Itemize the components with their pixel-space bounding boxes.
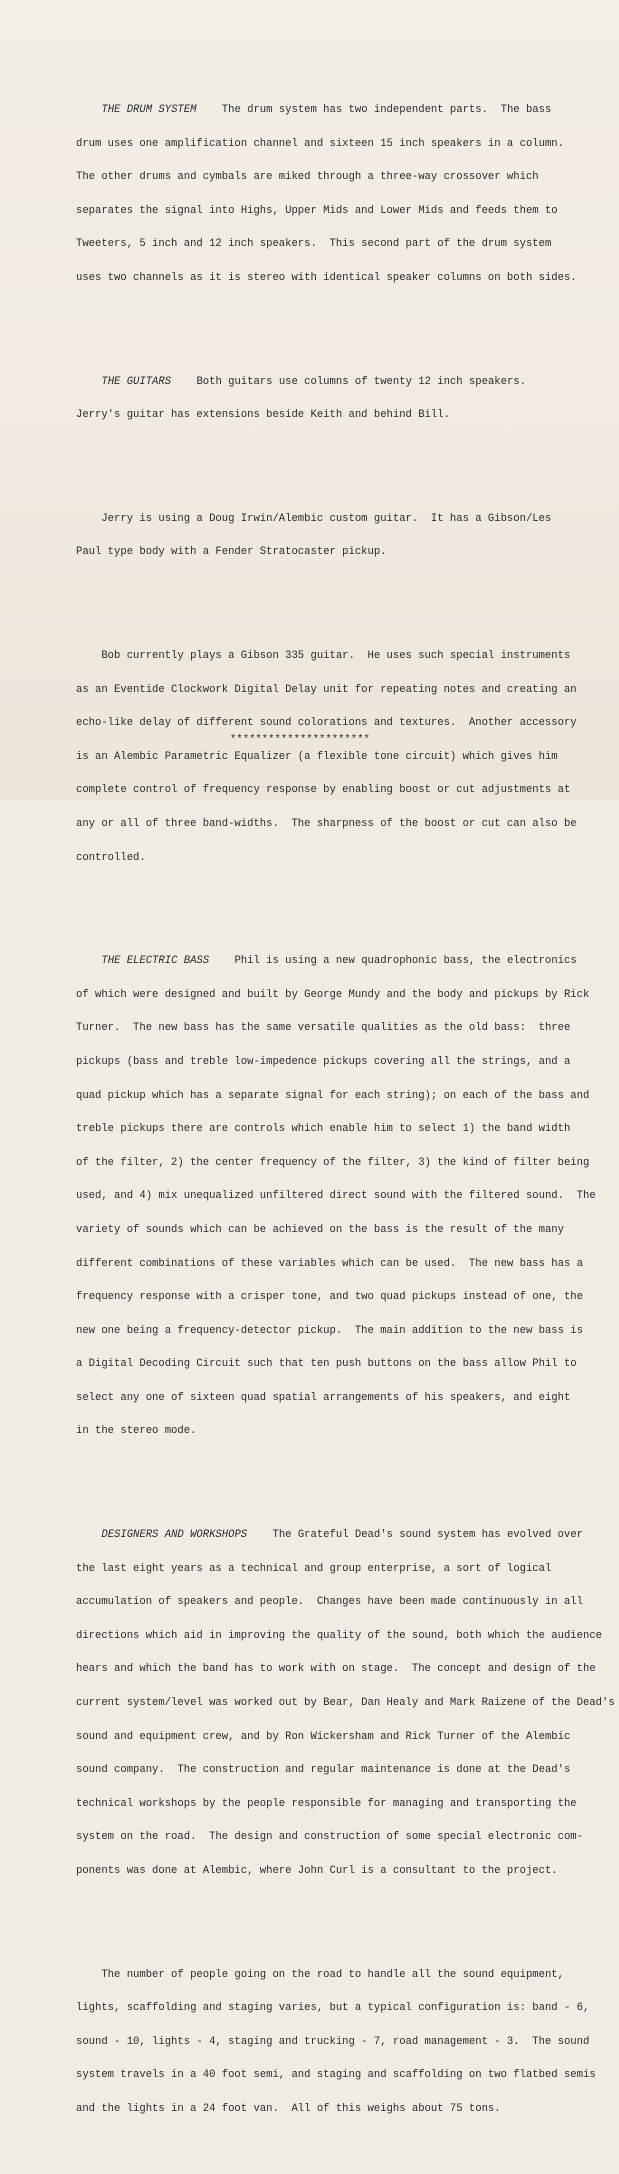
road-crew-paragraph	[76, 1947, 596, 2137]
text-line: accumulation of speakers and people. Changes have been made continuously in all	[76, 1596, 583, 1609]
designers-paragraph	[76, 1508, 615, 1900]
text-line: technical workshops by the people responsible for managing and transporting the	[76, 1797, 577, 1810]
guitars-paragraph	[76, 354, 561, 444]
text-line: lights, scaffolding and staging varies, but a typical configuration is: band - 6,	[76, 2002, 590, 2015]
text-line: echo-like delay of different sound colorations and textures. Another accessory	[76, 717, 577, 730]
text-line: complete control of frequency response by enabling boost or cut adjustments at	[76, 784, 571, 797]
text-line: sound company. The construction and regular maintenance is done at the Dead's	[76, 1764, 571, 1777]
electric-bass-paragraph	[76, 934, 596, 1460]
text-line: pickups (bass and treble low-impedence pickups covering all the strings, and a	[76, 1055, 571, 1068]
text-line: uses two channels as it is stereo with identical speaker columns on both sides.	[76, 271, 577, 284]
asterisk-separator: **********************	[230, 734, 370, 746]
text-line: system on the road. The design and construction of some special electronic com-	[76, 1831, 583, 1844]
text-line: separates the signal into Highs, Upper Mids and Lower Mids and feeds them to	[76, 204, 558, 217]
text-line: system travels in a 40 foot semi, and staging and scaffolding on two flatbed semis	[76, 2069, 596, 2082]
text-line: The drum system has two independent parts. The bass	[221, 104, 552, 117]
text-line: Jerry is using a Doug Irwin/Alembic custom guitar. It has a Gibson/Les	[76, 512, 552, 525]
text-line: Both guitars use columns of twenty 12 inch speakers.	[196, 375, 526, 388]
text-line: different combinations of these variables which can be used. The new bass has a	[76, 1257, 583, 1270]
text-line: variety of sounds which can be achieved on the bass is the result of the many	[76, 1223, 564, 1236]
text-line: used, and 4) mix unequalized unfiltered direct sound with the filtered sound. The	[76, 1190, 596, 1203]
text-line: any or all of three band-widths. The sharpness of the boost or cut can also be	[76, 817, 577, 830]
text-line: sound - 10, lights - 4, staging and trucking - 7, road management - 3. The sound	[76, 2035, 590, 2048]
drum-system-heading: THE DRUM SYSTEM	[101, 104, 197, 117]
document-body	[76, 49, 615, 2174]
text-line: Paul type body with a Fender Stratocaster pickup.	[76, 546, 387, 559]
jerry-paragraph	[76, 491, 561, 581]
text-line: Phil is using a new quadrophonic bass, the electronics	[234, 955, 577, 968]
text-line: and the lights in a 24 foot van. All of this weighs about 75 tons.	[76, 2103, 501, 2116]
electric-bass-heading: THE ELECTRIC BASS	[101, 955, 210, 968]
text-line: controlled.	[76, 851, 146, 864]
text-line: Tweeters, 5 inch and 12 inch speakers. This second part of the drum system	[76, 238, 552, 251]
text-line: hears and which the band has to work with on stage. The concept and design of the	[76, 1663, 596, 1676]
bob-paragraph	[76, 629, 577, 887]
text-line: The Grateful Dead's sound system has evolved over	[272, 1529, 584, 1542]
text-line: current system/level was worked out by Bear, Dan Healy and Mark Raizene of the Dead's	[76, 1697, 615, 1710]
designers-heading: DESIGNERS AND WORKSHOPS	[101, 1529, 248, 1542]
text-line: sound and equipment crew, and by Ron Wickersham and Rick Turner of the Alembic	[76, 1730, 571, 1743]
text-line: drum uses one amplification channel and sixteen 15 inch speakers in a column.	[76, 137, 564, 150]
text-line: of the filter, 2) the center frequency of the filter, 3) the kind of filter being	[76, 1156, 590, 1169]
text-line: a Digital Decoding Circuit such that ten push buttons on the bass allow Phil to	[76, 1358, 577, 1371]
text-line: the last eight years as a technical and group enterprise, a sort of logical	[76, 1562, 552, 1575]
text-line: Bob currently plays a Gibson 335 guitar. He uses such special instruments	[76, 650, 571, 662]
text-line: The number of people going on the road to handle all the sound equipment,	[76, 1968, 564, 1981]
text-line: Turner. The new bass has the same versatile qualities as the old bass: three	[76, 1022, 571, 1035]
text-line: quad pickup which has a separate signal for each string); on each of the bass and	[76, 1089, 590, 1102]
text-line: in the stereo mode.	[76, 1425, 197, 1438]
text-line: select any one of sixteen quad spatial arrangements of his speakers, and eight	[76, 1391, 571, 1404]
guitars-heading: THE GUITARS	[101, 375, 172, 388]
text-line: is an Alembic Parametric Equalizer (a flexible tone circuit) which gives him	[76, 750, 558, 763]
drum-system-paragraph	[76, 83, 577, 307]
text-line: of which were designed and built by George Mundy and the body and pickups by Rick	[76, 988, 590, 1001]
text-line: as an Eventide Clockwork Digital Delay unit for repeating notes and creating an	[76, 683, 577, 696]
text-line: frequency response with a crisper tone, and two quad pickups instead of one, the	[76, 1291, 583, 1304]
text-line: new one being a frequency-detector pickup. The main addition to the new bass is	[76, 1324, 583, 1337]
text-line: directions which aid in improving the quality of the sound, both which the audience	[76, 1629, 602, 1642]
text-line: Jerry's guitar has extensions beside Keith and behind Bill.	[76, 409, 450, 422]
text-line: treble pickups there are controls which enable him to select 1) the band width	[76, 1123, 571, 1136]
text-line: The other drums and cymbals are miked through a three-way crossover which	[76, 171, 539, 184]
text-line: ponents was done at Alembic, where John Curl is a consultant to the project.	[76, 1865, 558, 1878]
